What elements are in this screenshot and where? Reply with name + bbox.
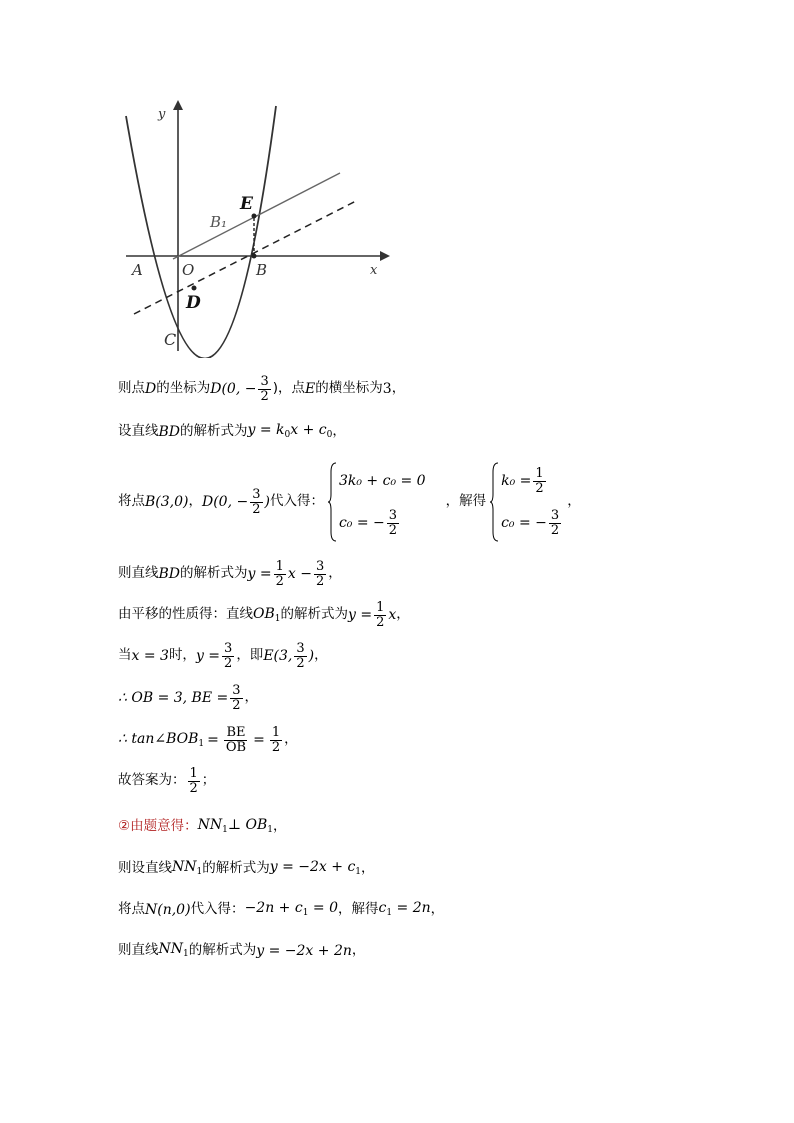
left-brace-icon — [328, 462, 337, 542]
line-bd-dashed — [134, 200, 358, 314]
text-line-12: 将点 N(n,0) 代入得： $-2n + c_1 = 0$ ，解得 $c_1 = 2n$ ， — [118, 900, 445, 918]
label-b: B — [256, 261, 268, 279]
text-line-13: 则直线 $NN_1$ 的解析式为 y = −2x + 2n ， — [118, 941, 366, 959]
text-line-9: 故答案为： $\frac{1}{2}$ ； — [118, 766, 216, 796]
label-d: D — [186, 293, 201, 313]
text-line-11: 则设直线 $NN_1$ 的解析式为 $y = -2x + c_1$ ， — [118, 859, 375, 877]
text-line-5: 由平移的性质得：直线 $OB_1$ 的解析式为 y = $\frac{1}{2}$ x ， — [118, 600, 410, 630]
text-line-3: 将点 B(3,0) ， D(0, − $\frac{3}{2}$ ) 代入得： 3k₀ + c₀ = 0 c₀ = − $\frac{3}{2}$ ，解得 k₀ = $\frac{1}{2}$ c₀ = − $\frac{3}{2}$ ， — [118, 462, 581, 542]
text-line-10: ②由题意得： $NN_1$ ⊥ $OB_1$ ， — [118, 817, 287, 835]
x-axis-arrow — [380, 251, 390, 261]
text-line-1: 则点 D 的坐标为 D(0, − $\frac{3}{2}$ )，点 E 的横坐标为 3 ， — [118, 374, 406, 404]
text-line-4: 则直线 BD 的解析式为 y = $\frac{1}{2}$ x − $\frac{3}{2}$ ， — [118, 559, 342, 589]
label-x: x — [370, 263, 378, 278]
parabola-curve — [126, 106, 276, 358]
label-a: A — [132, 261, 143, 279]
label-c: C — [164, 330, 177, 349]
left-brace-icon — [490, 462, 499, 542]
equation-system-2: k₀ = $\frac{1}{2}$ c₀ = − $\frac{3}{2}$ — [490, 462, 563, 542]
label-y: y — [158, 107, 166, 122]
equation-system-1: 3k₀ + c₀ = 0 c₀ = − $\frac{3}{2}$ — [328, 462, 426, 542]
point-d — [192, 286, 197, 291]
fraction: $\frac{3}{2}$ — [260, 374, 269, 404]
point-e — [252, 214, 257, 219]
label-o: O — [182, 261, 195, 279]
label-b1: B₁ — [210, 213, 228, 231]
point-b — [252, 254, 257, 259]
text-line-8: ∴ $\tan\angle BOB_1$ = $\frac{BE}{OB}$ = $\frac{1}{2}$ ， — [118, 725, 298, 755]
coordinate-graph — [118, 96, 408, 358]
parabola-figure — [118, 96, 408, 358]
text-line-7: ∴ OB = 3, BE = $\frac{3}{2}$ ， — [118, 683, 259, 713]
label-e: E — [240, 194, 253, 214]
text-line-6: 当 x = 3 时， y = $\frac{3}{2}$ ，即 E(3, $\frac{3}{2}$ ) ， — [118, 641, 328, 671]
text-line-2: 设直线 BD 的解析式为 $y = k_0x + c_0$ ， — [118, 422, 346, 440]
y-axis-arrow — [173, 100, 183, 110]
